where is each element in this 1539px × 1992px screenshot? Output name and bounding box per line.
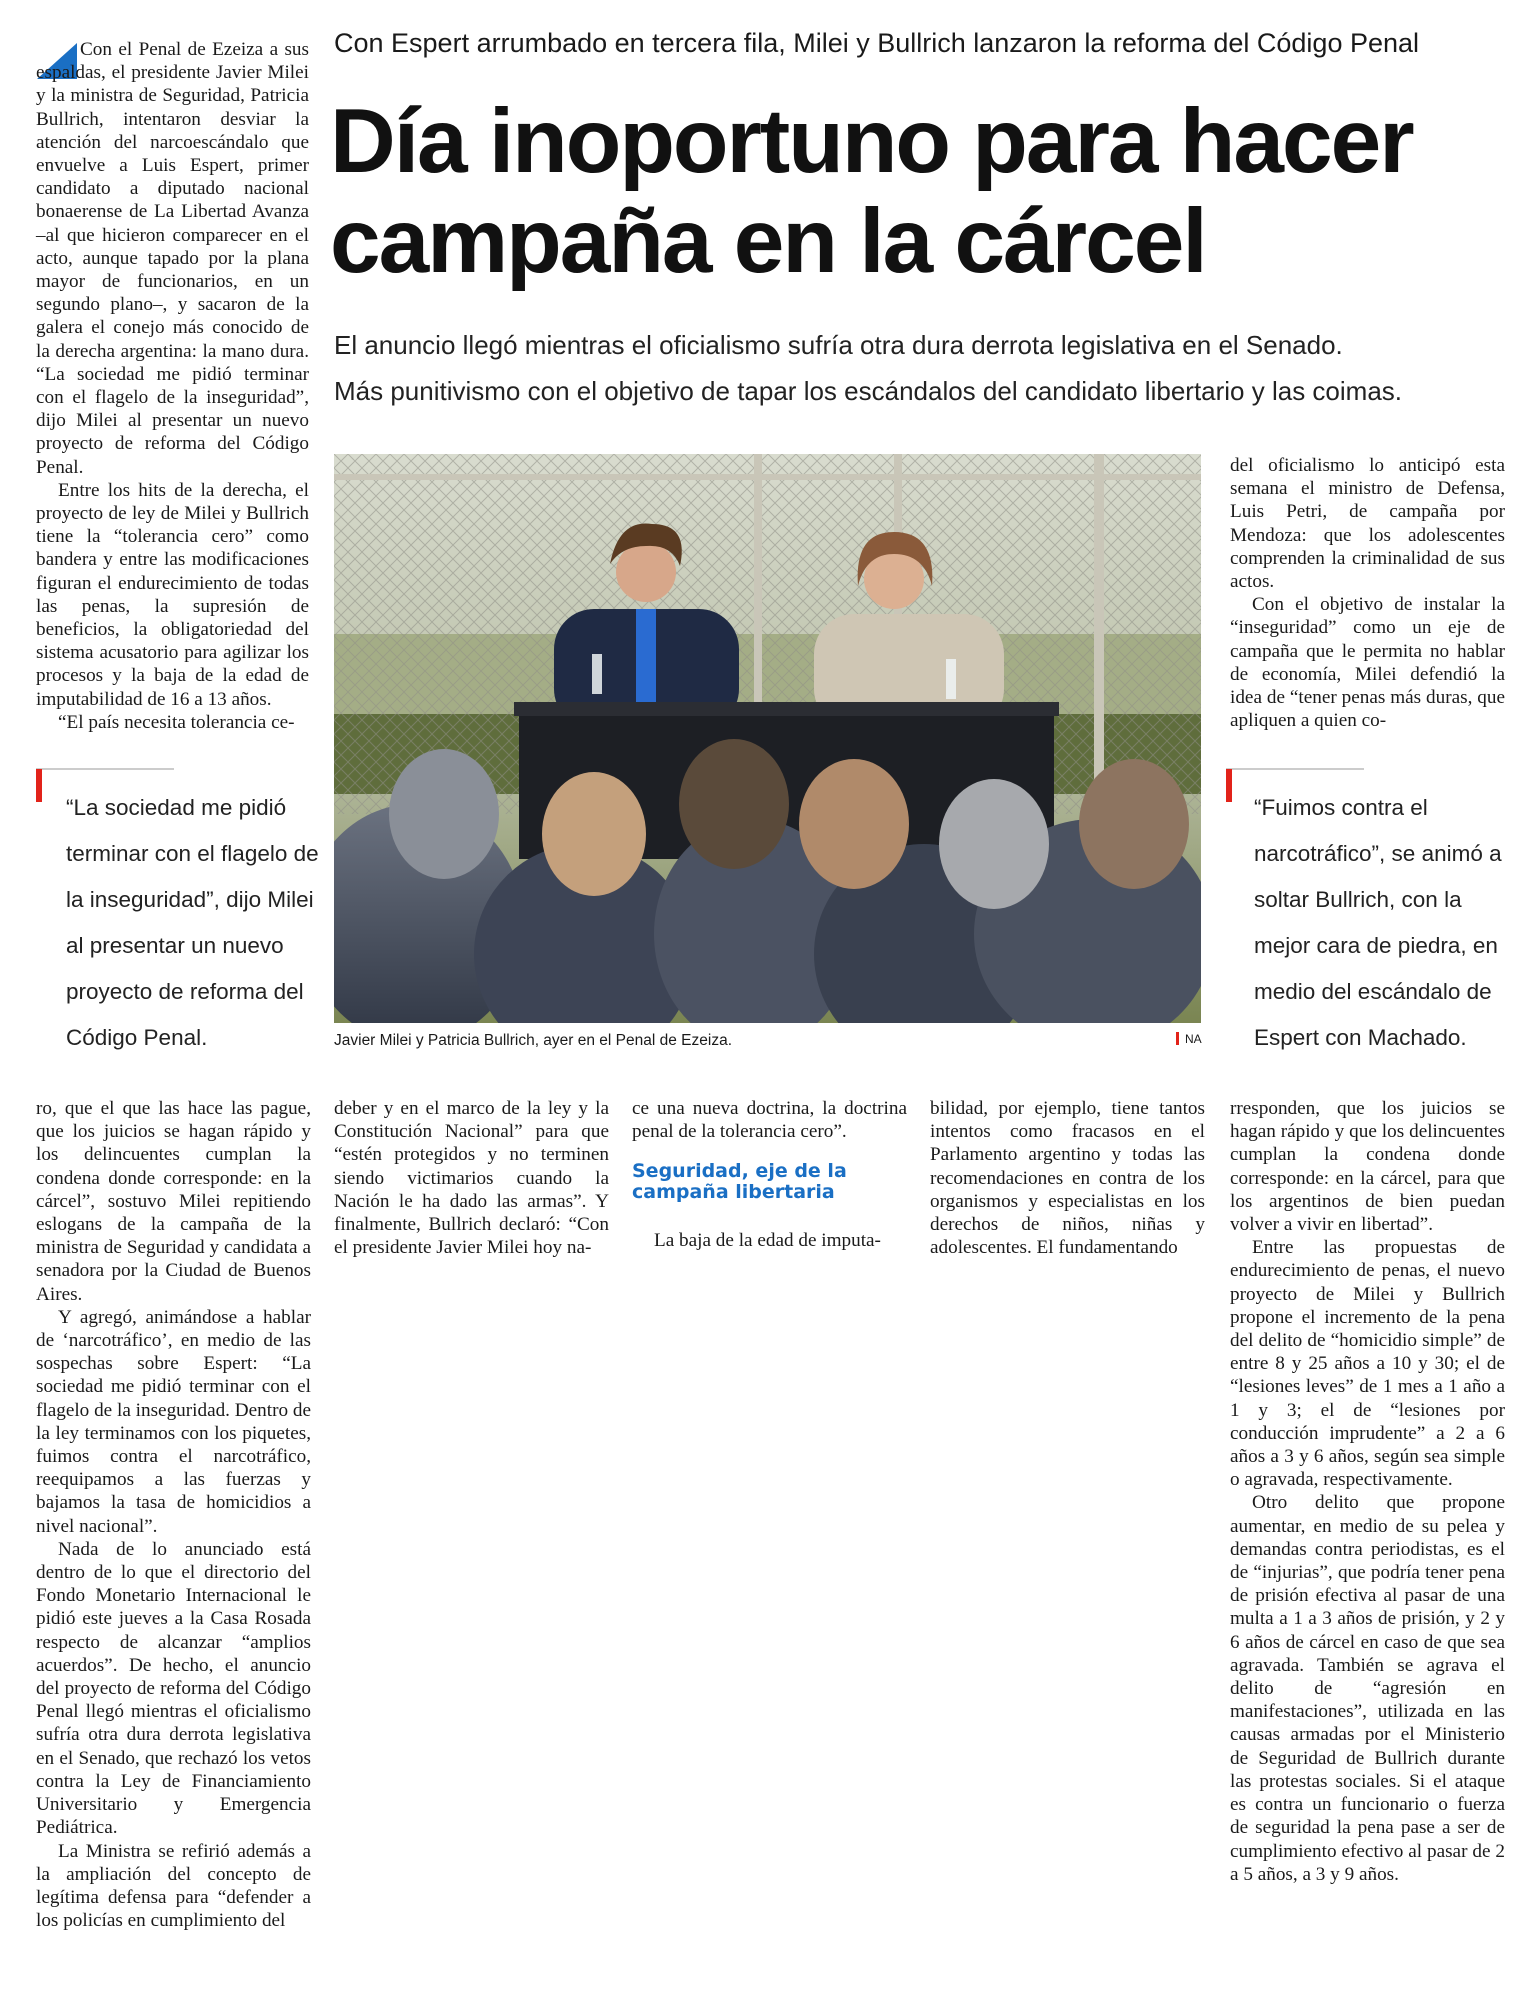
photo-credit — [1176, 1032, 1202, 1046]
paragraph: La baja de la edad de imputa- — [654, 1230, 881, 1252]
article-headline: Día inoportuno para hacer campaña en la cárcel — [330, 91, 1413, 292]
article-subhead — [334, 322, 1514, 414]
credit-bar — [1176, 1032, 1179, 1045]
subhead-line-2: Más punitivismo con el objetivo de tapar los escándalos del candidato libertario y las coimas. — [334, 376, 1403, 406]
pullquote-bar-right — [1226, 769, 1232, 802]
paragraph: deber y en el marco de la ley y la Constitución Nacional” para que “estén protegidos y no terminen siendo victimarios cuando la Nación le ha dado las armas”. Y finalmente, Bullrich declaró: “Con el presidente Javier Milei hoy na- — [334, 1098, 609, 1259]
paragraph: Entre las propuestas de endurecimiento de penas, el nuevo proyecto de Milei y Bullrich propone el incremento de la pena del delito de “homicidio simple” de entre 8 y 25 años a 10 y 30; el de “lesiones leves” de 1 mes a 1 año a 1 y 3; el de “lesiones por conducción imprudente” a 2 a 6 años a 3 y 6 años, según sea simple o agravada, respectivamente. — [1230, 1237, 1505, 1491]
paragraph: Con el objetivo de instalar la “inseguridad” como un eje de campaña que le permita no hablar de economía, Milei defendió la idea de “tener penas más duras, que apliquen a quien co- — [1230, 594, 1505, 732]
paragraph: Otro delito que propone aumentar, en medio de su pelea y demandas contra periodistas, es el de “injurias”, que podría tener pena de prisión efectiva al pasar de una multa a 1 a 3 años de prisión, y 2 y 6 años de cárcel en caso de que sea agravada. También se agrava el delito de “agresión en manifestaciones”, utilizada en las causas armadas por el Ministerio de Seguridad de Bullrich durante las protestas sociales. Si el ataque es contra un funcionario o fuerza de seguridad la pena pase a ser de cumplimiento efectivo al pasar de 2 a 5 años, a 3 y 9 años. — [1230, 1492, 1505, 1885]
body-column-right-top — [1230, 454, 1505, 732]
paragraph: del oficialismo lo anticipó esta semana el ministro de Defensa, Luis Petri, de campaña por Mendoza: que los adolescentes comprenden la criminalidad de sus actos. — [1230, 455, 1505, 593]
body-column-left-top — [36, 38, 309, 734]
body-column-bottom-5 — [1230, 1097, 1505, 1886]
subhead-line-1: El anuncio llegó mientras el oficialismo sufría otra dura derrota legislativa en el Senado. — [334, 330, 1343, 360]
paragraph: bilidad, por ejemplo, tiene tantos intentos como fracasos en el Parlamento argentino y todas las recomendaciones en contra de los organismos y especialistas en los derechos de niños, niñas y adolescentes. El fundamentando — [930, 1098, 1205, 1259]
pullquote-bar-left — [36, 769, 42, 802]
paragraph: Y agregó, animándose a hablar de ‘narcotráfico’, en medio de las sospechas sobre Espert: “La sociedad me pidió terminar con el flagelo de la inseguridad. Dentro de la ley terminamos con los piquetes, fuimos contra el narcotráfico, reequipamos a las fuerzas y bajamos la tasa de homicidios a nivel nacional”. — [36, 1306, 311, 1537]
paragraph: Entre los hits de la derecha, el proyecto de ley de Milei y Bullrich tiene la “tolerancia cero” como bandera y entre las modificaciones figuran el endurecimiento de todas las penas, la supresión de beneficios, la obligatoriedad del sistema acusatorio para agilizar los procesos y la baja de la edad de imputabilidad de 16 a 13 años. — [36, 479, 309, 710]
pullquote-rule-right — [1226, 768, 1364, 770]
pullquote-right: “Fuimos contra el narcotráfico”, se animó a soltar Bullrich, con la mejor cara de piedra, en medio del escándalo de Espert con Machado. — [1254, 795, 1502, 1050]
paragraph: ro, que el que las hace las pague, que los juicios se hagan rápido y los delincuentes cumplan la condena donde corresponde: en la cárcel”, sostuvo Milei repitiendo eslogans de la campaña de la ministra de Seguridad y candidata a senadora por la Ciudad de Buenos Aires. — [36, 1098, 311, 1305]
article-photo — [334, 454, 1201, 1023]
body-column-bottom-4 — [930, 1097, 1205, 1259]
photo-caption: Javier Milei y Patricia Bullrich, ayer en el Penal de Ezeiza. — [334, 1032, 733, 1049]
body-column-bottom-1 — [36, 1097, 311, 1932]
paragraph: “El país necesita tolerancia ce- — [58, 711, 295, 733]
body-column-bottom-2 — [334, 1097, 609, 1259]
paragraph: La Ministra se refirió además a la ampliación del concepto de legítima defensa para “defender a los policías en cumplimiento del — [36, 1840, 311, 1932]
paragraph: Nada de lo anunciado está dentro de lo que el directorio del Fondo Monetario Internacional le pidió este jueves a la Casa Rosada respecto de alcanzar “amplios acuerdos”. De hecho, el anuncio del proyecto de reforma del Código Penal llegó mientras el oficialismo sufría otra dura derrota legislativa en el Senado, que rechazó los vetos contra la Ley de Financiamiento Universitario y Emergencia Pediátrica. — [36, 1538, 311, 1839]
article-kicker: Con Espert arrumbado en tercera fila, Milei y Bullrich lanzaron la reforma del Código Penal — [334, 28, 1420, 58]
body-column-bottom-3 — [632, 1097, 907, 1253]
paragraph: Con el Penal de Ezeiza a sus espaldas, el presidente Javier Milei y la ministra de Seguridad, Patricia Bullrich, intentaron desviar la atención del narcoescándalo que envuelve a Luis Espert, primer candidato a diputado nacional bonaerense de La Libertad Avanza –al que hicieron comparecer en el acto, aunque tapado por la plana mayor de funcionarios, en un segundo plano–, y sacaron de la galera el conejo más conocido de la derecha argentina: la mano dura. “La sociedad me pidió terminar con el flagelo de la inseguridad”, dijo Milei al presentar un nuevo proyecto de reforma del Código Penal. — [36, 39, 309, 478]
pullquote-left: “La sociedad me pidió terminar con el flagelo de la inseguridad”, dijo Milei al presentar un nuevo proyecto de reforma del Código Penal. — [66, 795, 319, 1050]
paragraph: ce una nueva doctrina, la doctrina penal de la tolerancia cero”. — [632, 1098, 907, 1143]
photo-credit-label: NA — [1185, 1032, 1202, 1046]
section-subtitle: Seguridad, eje de la campaña libertaria — [632, 1160, 847, 1204]
pullquote-rule-left — [36, 768, 174, 770]
paragraph: rresponden, que los juicios se hagan rápido y que los delincuentes cumplan la condena donde corresponde: en la cárcel, para que los argentinos de bien puedan volver a vivir en libertad”. — [1230, 1098, 1505, 1236]
